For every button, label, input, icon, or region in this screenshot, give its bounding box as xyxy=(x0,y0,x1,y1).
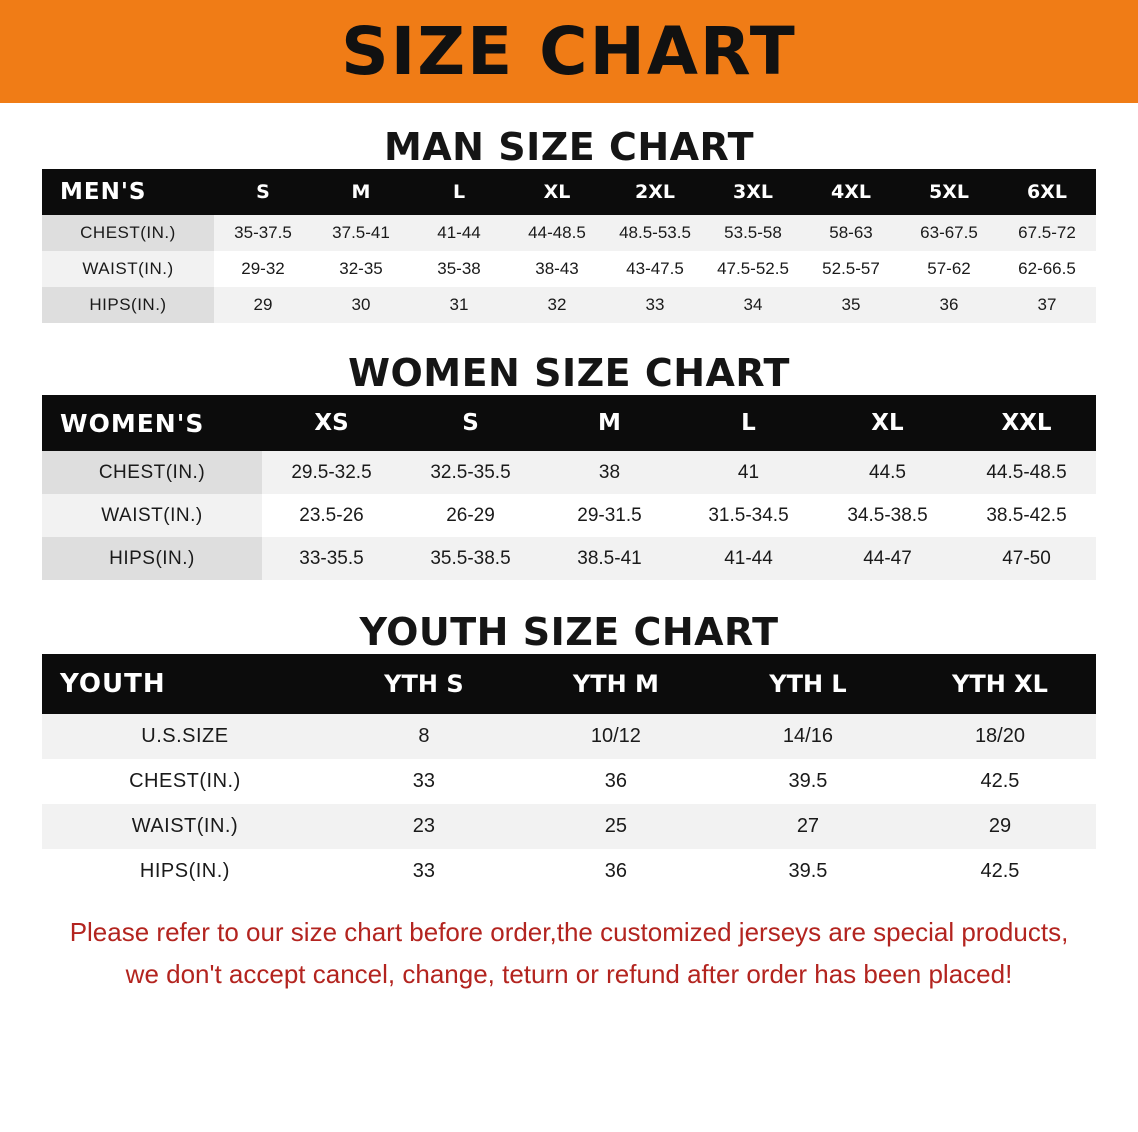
man-row-1-v1: 32-35 xyxy=(339,259,383,278)
women-row-2-v0: 33-35.5 xyxy=(299,547,364,569)
man-row-0-v3: 44-48.5 xyxy=(528,223,586,242)
women-row-1-v5: 38.5-42.5 xyxy=(986,504,1067,526)
youth-row-1-v1: 36 xyxy=(604,770,628,792)
women-col-3: L xyxy=(741,410,756,436)
banner xyxy=(0,0,1138,103)
man-row-1-label: WAIST(IN.) xyxy=(42,251,214,287)
man-row-2-v6: 35 xyxy=(841,295,861,314)
youth-header-label: YOUTH xyxy=(60,669,166,699)
table-row xyxy=(42,287,1096,323)
women-header-label: WOMEN'S xyxy=(60,408,205,438)
women-row-2-v4: 44-47 xyxy=(863,547,912,569)
disclaimer-note xyxy=(40,912,1098,995)
table-row xyxy=(42,759,1096,804)
women-row-2-label: HIPS(IN.) xyxy=(42,537,262,580)
man-row-1-v6: 52.5-57 xyxy=(822,259,880,278)
man-col-6: 4XL xyxy=(831,181,871,203)
man-row-1-v0: 29-32 xyxy=(241,259,285,278)
women-row-1-v1: 26-29 xyxy=(446,504,495,526)
youth-row-2-v2: 27 xyxy=(796,815,820,837)
youth-table-wrap xyxy=(0,654,1138,894)
man-header-label: MEN'S xyxy=(60,179,147,205)
youth-row-3-v1: 36 xyxy=(604,860,628,882)
man-row-0-v4: 48.5-53.5 xyxy=(619,223,691,242)
man-col-7: 5XL xyxy=(929,181,969,203)
youth-col-2: YTH L xyxy=(769,670,847,698)
women-col-0: XS xyxy=(314,410,349,436)
youth-section-title: YOUTH SIZE CHART xyxy=(359,610,779,654)
man-col-0: S xyxy=(256,181,270,203)
youth-row-3-v3: 42.5 xyxy=(980,860,1020,882)
man-col-2: L xyxy=(452,181,466,203)
man-row-2-v3: 32 xyxy=(547,295,567,314)
man-col-1: M xyxy=(351,181,371,203)
women-row-0-label: CHEST(IN.) xyxy=(42,451,262,494)
man-row-0-v8: 67.5-72 xyxy=(1018,223,1076,242)
women-row-0-v5: 44.5-48.5 xyxy=(986,461,1067,483)
youth-row-1-v3: 42.5 xyxy=(980,770,1020,792)
man-row-2-v4: 33 xyxy=(645,295,665,314)
man-row-2-v5: 34 xyxy=(743,295,763,314)
youth-row-3-label: HIPS(IN.) xyxy=(42,849,328,894)
women-row-2-v2: 38.5-41 xyxy=(577,547,642,569)
table-row xyxy=(42,215,1096,251)
youth-row-1-label: CHEST(IN.) xyxy=(42,759,328,804)
man-row-2-v2: 31 xyxy=(449,295,469,314)
man-row-2-v7: 36 xyxy=(939,295,959,314)
man-col-5: 3XL xyxy=(733,181,773,203)
man-row-0-v2: 41-44 xyxy=(437,223,481,242)
man-row-0-v7: 63-67.5 xyxy=(920,223,978,242)
page-title: SIZE CHART xyxy=(341,12,797,90)
man-row-1-v2: 35-38 xyxy=(437,259,481,278)
man-row-2-label: HIPS(IN.) xyxy=(42,287,214,323)
youth-col-0: YTH S xyxy=(384,670,464,698)
man-row-1-v5: 47.5-52.5 xyxy=(717,259,789,278)
man-row-0-label: CHEST(IN.) xyxy=(42,215,214,251)
man-row-1-v3: 38-43 xyxy=(535,259,579,278)
women-size-table xyxy=(42,395,1096,580)
youth-row-0-label: U.S.SIZE xyxy=(42,714,328,759)
man-section-title: MAN SIZE CHART xyxy=(383,125,755,169)
youth-row-1-v0: 33 xyxy=(412,770,435,792)
youth-row-2-v0: 23 xyxy=(412,815,435,837)
table-header-row xyxy=(42,395,1096,451)
table-row xyxy=(42,804,1096,849)
youth-row-1-v2: 39.5 xyxy=(788,770,828,792)
youth-row-2-v1: 25 xyxy=(604,815,628,837)
man-row-0-v5: 53.5-58 xyxy=(724,223,782,242)
women-col-5: XXL xyxy=(1001,410,1052,436)
youth-row-2-label: WAIST(IN.) xyxy=(42,804,328,849)
women-row-1-v2: 29-31.5 xyxy=(577,504,642,526)
women-row-0-v3: 41 xyxy=(737,461,760,483)
women-row-1-v3: 31.5-34.5 xyxy=(708,504,789,526)
table-row xyxy=(42,714,1096,759)
women-row-1-v0: 23.5-26 xyxy=(299,504,364,526)
man-row-1-v8: 62-66.5 xyxy=(1018,259,1076,278)
youth-size-table xyxy=(42,654,1096,894)
women-row-0-v2: 38 xyxy=(598,461,621,483)
youth-row-2-v3: 29 xyxy=(988,815,1012,837)
man-row-2-v8: 37 xyxy=(1037,295,1057,314)
man-row-0-v0: 35-37.5 xyxy=(234,223,292,242)
youth-row-0-v0: 8 xyxy=(418,725,430,747)
man-row-2-v1: 30 xyxy=(351,295,371,314)
youth-col-1: YTH M xyxy=(572,670,659,698)
disclaimer-line-2: we don't accept cancel, change, teturn or refund after order has been placed! xyxy=(125,958,1013,989)
man-col-3: XL xyxy=(543,181,571,203)
youth-row-0-v2: 14/16 xyxy=(782,725,833,747)
table-header-row xyxy=(42,169,1096,215)
man-col-8: 6XL xyxy=(1027,181,1067,203)
women-section-title: WOMEN SIZE CHART xyxy=(348,351,790,395)
women-row-0-v4: 44.5 xyxy=(869,461,906,483)
table-row xyxy=(42,494,1096,537)
women-row-1-v4: 34.5-38.5 xyxy=(847,504,928,526)
youth-row-0-v3: 18/20 xyxy=(974,725,1025,747)
women-row-2-v1: 35.5-38.5 xyxy=(430,547,511,569)
man-size-table xyxy=(42,169,1096,323)
women-row-2-v5: 47-50 xyxy=(1002,547,1051,569)
youth-row-0-v1: 10/12 xyxy=(590,725,641,747)
women-row-1-label: WAIST(IN.) xyxy=(42,494,262,537)
man-row-1-v4: 43-47.5 xyxy=(626,259,684,278)
man-row-2-v0: 29 xyxy=(253,295,273,314)
women-col-2: M xyxy=(598,410,621,436)
youth-row-3-v0: 33 xyxy=(412,860,435,882)
man-row-1-v7: 57-62 xyxy=(927,259,971,278)
youth-col-3: YTH XL xyxy=(951,670,1048,698)
women-col-4: XL xyxy=(871,410,904,436)
table-row xyxy=(42,537,1096,580)
table-row xyxy=(42,849,1096,894)
man-table-wrap xyxy=(0,169,1138,323)
women-table-wrap xyxy=(0,395,1138,580)
man-col-4: 2XL xyxy=(635,181,675,203)
youth-row-3-v2: 39.5 xyxy=(788,860,828,882)
man-row-0-v1: 37.5-41 xyxy=(332,223,390,242)
table-row xyxy=(42,251,1096,287)
women-col-1: S xyxy=(462,410,479,436)
women-row-0-v1: 32.5-35.5 xyxy=(430,461,511,483)
women-row-0-v0: 29.5-32.5 xyxy=(291,461,372,483)
disclaimer-line-1: Please refer to our size chart before order,the customized jerseys are special products, xyxy=(69,917,1069,947)
table-row xyxy=(42,451,1096,494)
man-row-0-v6: 58-63 xyxy=(829,223,873,242)
women-row-2-v3: 41-44 xyxy=(724,547,773,569)
table-header-row xyxy=(42,654,1096,714)
